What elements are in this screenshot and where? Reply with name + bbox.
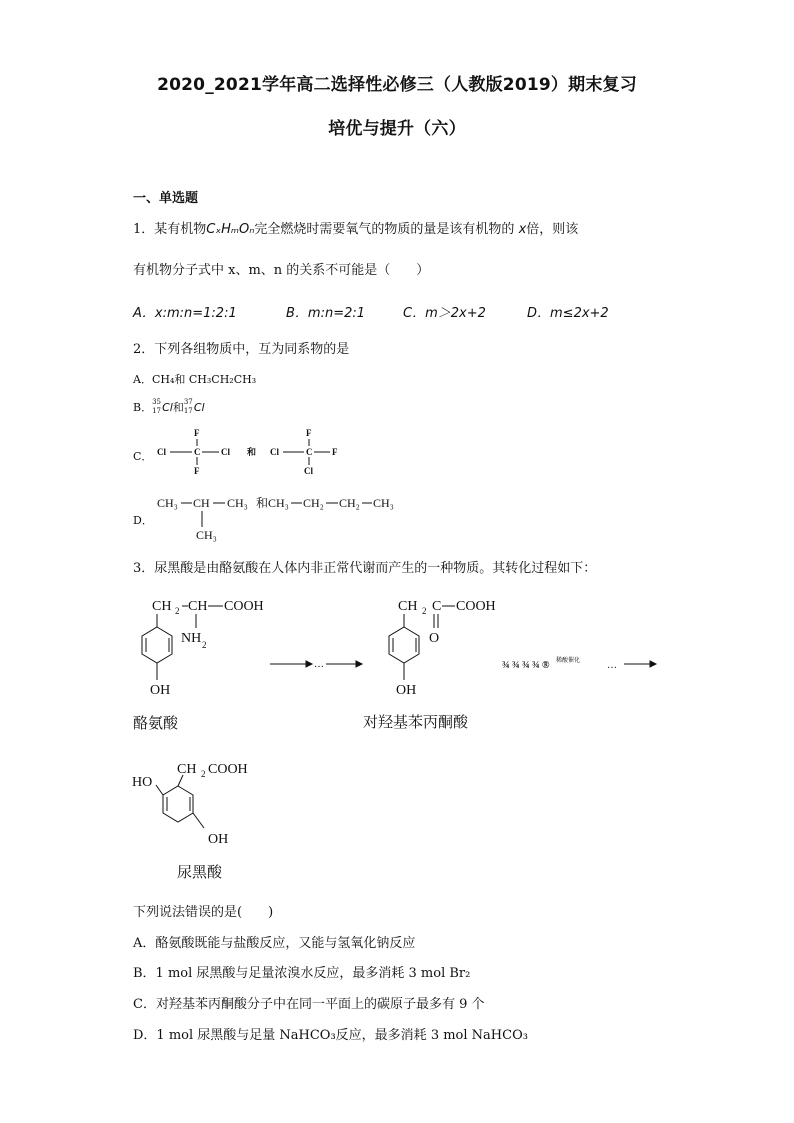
q1-formula: CₓHₘOₙ: [206, 222, 255, 237]
q2-option-c-structures: [150, 426, 360, 478]
int-o: O: [429, 631, 440, 646]
c2-top-f: F: [306, 428, 312, 438]
q2-option-b[interactable]: B． 35 17 Cl和 37 17 Cl: [133, 398, 205, 415]
garbled-arrow-superscript: 稀酸催化: [556, 658, 581, 664]
q1-prefix: 1．某有机物: [133, 222, 207, 237]
q1-option-d[interactable]: D．m≤2x+2: [527, 306, 609, 321]
d2-ch2-a: CH₂: [303, 496, 324, 510]
int-oh: OH: [396, 683, 417, 698]
c2-left-cl: Cl: [270, 447, 279, 457]
q2-option-b-label: B．: [133, 401, 153, 414]
c1-left-cl: Cl: [157, 447, 166, 457]
c-and: 和: [247, 447, 257, 457]
q1-stem-end: 倍，则该: [526, 222, 579, 237]
hga-ch2: CH: [177, 762, 197, 777]
hga-cooh: COOH: [208, 762, 248, 777]
arrow-2-dots: …: [607, 660, 617, 671]
q2-option-d-structures: [155, 490, 405, 545]
garbled-arrow-text: ¾ ¾ ¾ ¾ ®: [502, 660, 550, 671]
d-and: 和: [256, 496, 269, 510]
hga-bond-oh: [193, 813, 204, 828]
page-title: 2020_2021学年高二选择性必修三（人教版2019）期末复习: [157, 75, 637, 95]
tyr-ch: CH: [188, 599, 208, 614]
d1-ch3-right: CH₃: [227, 496, 248, 510]
d2-ch3-left: CH₃: [268, 496, 289, 510]
c2-center-c: C: [306, 447, 313, 457]
q1-stem-line2: 有机物分子式中 x、m、n 的关系不可能是（ ）: [133, 263, 430, 278]
isotope-cl37-notation: 37 17: [183, 398, 193, 415]
q1-option-b[interactable]: B．m:n=2:1: [286, 306, 366, 321]
int-cooh: COOH: [456, 599, 496, 614]
hga-label: 尿黑酸: [177, 863, 223, 881]
homogentisic-acid-structure: [128, 757, 278, 847]
d1-ch3-left: CH₃: [157, 496, 178, 510]
c1-center-c: C: [194, 447, 201, 457]
q2-option-d-label[interactable]: D．: [133, 514, 153, 527]
arrow-1-dots: …: [314, 659, 324, 670]
isotope-cl35-notation: 35 17: [152, 398, 162, 415]
tyrosine-label: 酪氨酸: [133, 714, 179, 732]
hga-oh: OH: [208, 832, 229, 847]
tyr-oh: OH: [150, 683, 171, 698]
intermediate-label: 对羟基苯丙酮酸: [363, 713, 469, 731]
q3-stem: 3．尿黑酸是由酪氨酸在人体内非正常代谢而产生的一种物质。其转化过程如下：: [133, 561, 597, 576]
d2-ch2-b: CH₂: [339, 496, 360, 510]
d1-ch3-branch: CH₃: [196, 528, 217, 542]
intermediate-structure: [380, 592, 530, 702]
int-ch2: CH: [398, 599, 418, 614]
c1-right-cl: Cl: [221, 447, 230, 457]
svg-text:2: 2: [202, 640, 207, 650]
hga-ho: HO: [132, 775, 153, 790]
tyrosine-structure: [130, 592, 280, 702]
svg-text:2: 2: [201, 769, 206, 779]
q3-option-d[interactable]: D．1 mol 尿黑酸与足量 NaHCO₃反应，最多消耗 3 mol NaHCO₃: [133, 1028, 528, 1043]
page-subtitle: 培优与提升（六）: [328, 119, 466, 139]
reaction-arrow-1: [268, 656, 364, 672]
q2-stem: 2．下列各组物质中，互为同系物的是: [133, 342, 350, 357]
c2-right-f: F: [332, 447, 338, 457]
hga-bond-ho: [156, 785, 163, 795]
tyr-ch2: CH: [152, 599, 172, 614]
c1-bottom-f: F: [194, 466, 200, 476]
q3-option-c[interactable]: C．对羟基苯丙酮酸分子中在同一平面上的碳原子最多有 9 个: [133, 997, 485, 1012]
q3-option-b[interactable]: B．1 mol 尿黑酸与足量浓溴水反应，最多消耗 3 mol Br₂: [133, 966, 471, 981]
svg-text:2: 2: [422, 606, 427, 616]
svg-text:2: 2: [175, 606, 180, 616]
q2-option-a[interactable]: A．CH₄和 CH₃CH₂CH₃: [133, 373, 257, 386]
q2-option-c-label[interactable]: C．: [133, 450, 153, 463]
q1-stem-line1: [133, 218, 578, 237]
int-c: C: [432, 599, 442, 614]
q1-x: x: [518, 222, 527, 237]
q1-option-a[interactable]: A．x:m:n=1:2:1: [133, 306, 237, 321]
d2-ch3-right: CH₃: [373, 496, 394, 510]
section-heading: 一、单选题: [133, 191, 199, 206]
q1-stem-rest: 完全燃烧时需要氧气的物质的量是该有机物的: [254, 222, 515, 237]
q1-option-c[interactable]: C．m＞2x+2: [403, 306, 486, 321]
c2-bottom-cl: Cl: [304, 466, 313, 476]
reaction-arrow-2: [500, 652, 665, 676]
tyr-nh2: NH: [181, 631, 202, 646]
q3-option-a[interactable]: A．酪氨酸既能与盐酸反应，又能与氢氧化钠反应: [133, 936, 416, 951]
d1-ch: CH: [193, 496, 210, 510]
tyr-cooh: COOH: [224, 599, 264, 614]
c1-top-f: F: [194, 428, 200, 438]
q3-question: 下列说法错误的是( ): [133, 905, 274, 920]
